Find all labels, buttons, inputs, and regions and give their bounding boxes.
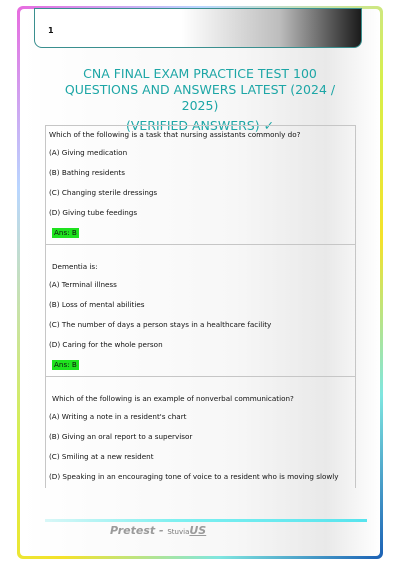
footer-brand-name: Pretest - — [110, 524, 168, 537]
option-d: (D) Speaking in an encouraging tone of voice to a resident who is moving slowly — [49, 472, 339, 481]
option-b: (B) Bathing residents — [49, 168, 125, 177]
answer-label: Ans: B — [54, 228, 77, 237]
title-line-3: (VERIFIED ANSWERS) ✓ — [125, 118, 275, 133]
document-title — [45, 66, 355, 134]
option-c: (C) Smiling at a new resident — [49, 452, 154, 461]
question-stem: Which of the following is a task that nursing assistants commonly do? — [49, 130, 301, 139]
footer-brand — [110, 524, 206, 537]
option-b: (B) Loss of mental abilities — [49, 300, 145, 309]
option-b: (B) Giving an oral report to a supervisor — [49, 432, 193, 441]
option-d: (D) Caring for the whole person — [49, 340, 163, 349]
option-c: (C) The number of days a person stays in a healthcare facility — [49, 320, 272, 329]
footer-divider — [45, 519, 367, 522]
title-line-1: CNA FINAL EXAM PRACTICE TEST 100 — [83, 66, 317, 81]
option-a: (A) Terminal illness — [49, 280, 117, 289]
question-block — [46, 125, 355, 244]
option-d: (D) Giving tube feedings — [49, 208, 138, 217]
footer-source: Stuvia — [167, 528, 190, 536]
footer-country: US — [189, 524, 207, 537]
question-block — [46, 244, 355, 376]
option-a: (A) Giving medication — [49, 148, 128, 157]
option-a: (A) Writing a note in a resident's chart — [49, 412, 187, 421]
question-stem: Dementia is: — [52, 262, 98, 271]
question-block — [46, 376, 355, 488]
title-line-2: QUESTIONS AND ANSWERS LATEST (2024 / 2025) — [64, 82, 336, 113]
header-bar — [34, 8, 362, 48]
answer-label: Ans: B — [54, 360, 77, 369]
question-stem: Which of the following is an example of nonverbal communication? — [52, 394, 294, 403]
page-number: 1 — [48, 26, 54, 35]
questions-section — [45, 125, 356, 488]
option-c: (C) Changing sterile dressings — [49, 188, 158, 197]
